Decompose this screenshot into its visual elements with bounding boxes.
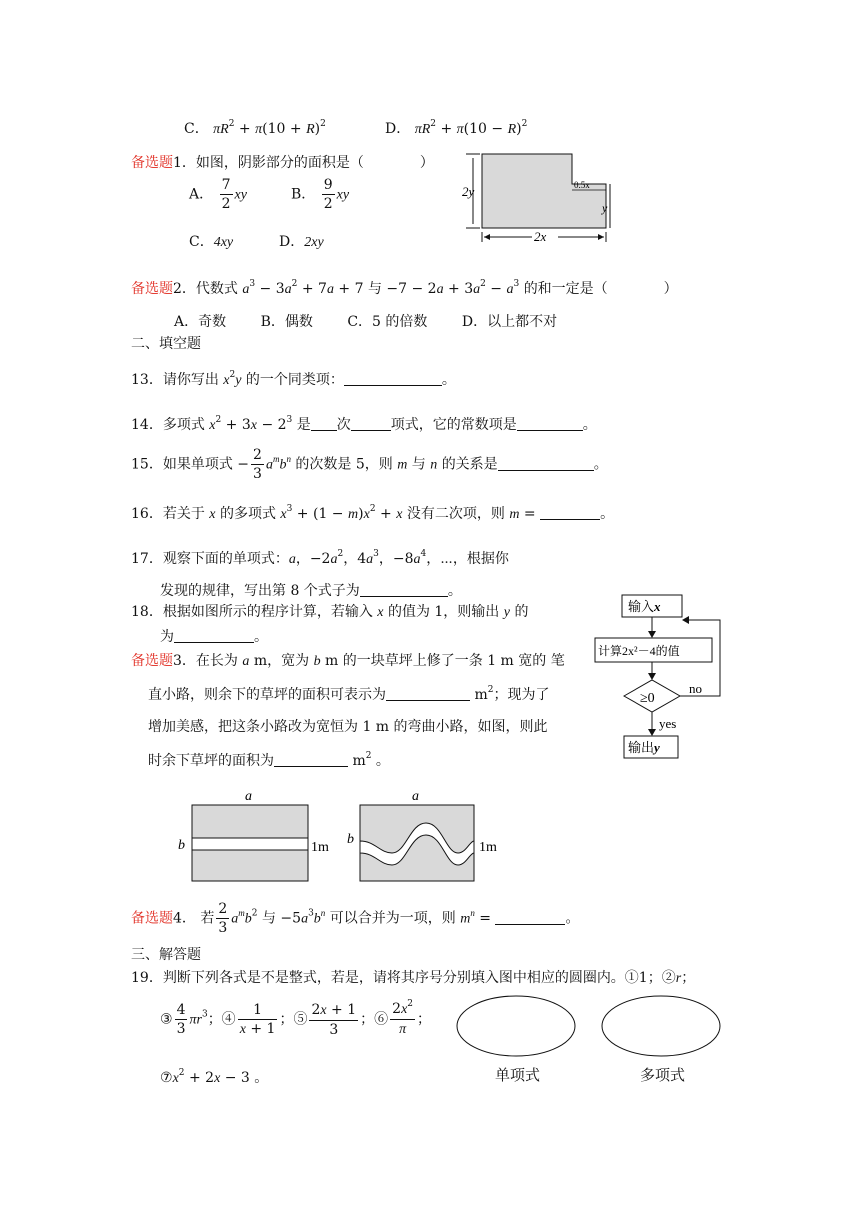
alt2-option: B．偶数 <box>260 314 313 330</box>
flow-no: no <box>689 681 702 696</box>
alt1-option-c <box>189 231 233 251</box>
question-19: 19．判断下列各式是不是整式，若是，请将其序号分别填入图中相应的圆圈内。①1；②r； <box>131 970 696 986</box>
question-18-line2: 为 。 <box>160 629 268 645</box>
alt-question-4: 备选题4． 若 $\frac{2}{3}$ $a^mb^2$ 与 $-5a^3b^n$ 可以合并为一项，则 $m^n$ = 。 <box>131 901 580 936</box>
answer-blank[interactable] <box>344 373 442 386</box>
alt1-b-label: B． <box>291 186 316 203</box>
answer-blank[interactable] <box>540 507 600 520</box>
alt2-option: A．奇数 <box>174 314 227 330</box>
alt1-option-a: A． $\frac{7}{2}$ xy <box>189 177 247 212</box>
question-16: 16．若关于 x 的多项式 $x^3 + (1 - m)x^2 + x$ 没有二次项，则 m = 。 <box>131 504 615 522</box>
question-15: 15．如果单项式 − $\frac{2}{3}$ $a^mb^n$ 的次数是 5，则 m 与 n 的关系是 。 <box>131 447 608 482</box>
fraction: $\frac{4}{3}$ <box>176 1002 186 1037</box>
fraction: $\frac{7}{2}$ <box>221 177 231 212</box>
question-13: 13．请你写出 $x^2y$ 的一个同类项： 。 <box>131 370 456 388</box>
alt3-line4: 时余下草坪的面积为 $m^2$ 。 <box>148 751 390 769</box>
alt-tag: 备选题 <box>131 281 173 297</box>
lawn-figures <box>170 785 510 885</box>
alt2-option: C．5 的倍数 <box>347 314 428 330</box>
alt-question-2: 备选题2．代数式 $a^3 - 3a^2 + 7a + 7$ 与 $-7 - 2a + 3a^2 - a^3$ 的和一定是（ ） <box>131 279 678 297</box>
shaded-area-figure <box>460 148 620 248</box>
alt3-line3: 增加美感，把这条小路改为宽恒为 1 m 的弯曲小路，如图，则此 <box>148 719 548 735</box>
fraction: $\frac{9}{2}$ <box>323 177 333 212</box>
flow-yes: yes <box>659 716 677 731</box>
flow-input: 输入x <box>628 599 661 614</box>
alt1-option-b: B． $\frac{9}{2}$ xy <box>291 177 350 212</box>
polynomial-oval[interactable] <box>602 996 720 1056</box>
alt1-c-label: C． <box>189 234 214 250</box>
fig-step-label: 0.5x <box>574 180 590 190</box>
fig-1m-label: 1m <box>311 840 329 855</box>
question-14: 14．多项式 $x^2 + 3x - 2^3$ 是 次 项式，它的常数项是 。 <box>131 415 597 433</box>
alt2-suffix: 的和一定是（ ） <box>523 281 678 297</box>
option-d-label: D． <box>385 121 411 137</box>
question-19-items: ③ $\frac{4}{3}$ $\pi r^3$；④ $\frac{1}{x + 1}$ ；⑤ $\frac{2x + 1}{3}$ ；⑥ $\frac{2x^2}{\pi}$ ； <box>160 999 432 1038</box>
fig-left-label: 2y <box>462 184 475 199</box>
alt2-prefix: 2．代数式 <box>173 281 238 297</box>
monomial-label: 单项式 <box>495 1066 541 1084</box>
option-c-label: C． <box>184 121 209 137</box>
fig-1m-label: 1m <box>479 840 497 855</box>
answer-blank[interactable] <box>174 630 254 643</box>
fig-right-label: y <box>602 201 608 215</box>
answer-blank[interactable] <box>274 754 348 767</box>
alt1-a-label: A． <box>189 186 214 203</box>
flow-calc: 计算2x²－4的值 <box>598 644 680 658</box>
program-flowchart <box>590 590 730 765</box>
answer-blank[interactable] <box>495 912 565 925</box>
flow-cond: ≥0 <box>640 691 655 706</box>
alt1-text: 1．如图，阴影部分的面积是（ ） <box>173 155 434 171</box>
alt2-option: D．以上都不对 <box>461 314 558 330</box>
question-18: 18．根据如图所示的程序计算，若输入 x 的值为 1，则输出 y 的 <box>131 604 529 620</box>
fraction: $\frac{2}{3}$ <box>253 447 262 482</box>
section-solve: 三、解答题 <box>131 947 201 963</box>
fraction: $\frac{1}{x + 1}$ <box>239 1001 276 1037</box>
alt1-d-label: D． <box>279 234 305 250</box>
fig-b-label: b <box>178 838 185 853</box>
question-19-item7: $⑦x^2 + 2x - 3$ 。 <box>160 1068 269 1086</box>
fraction: $\frac{2x^2}{\pi}$ <box>392 999 414 1037</box>
alt-question-1 <box>131 152 434 172</box>
alt-tag: 备选题 <box>131 653 173 669</box>
classification-ovals <box>455 994 725 1058</box>
alt1-option-d <box>279 231 324 251</box>
monomial-oval[interactable] <box>457 996 575 1056</box>
answer-blank[interactable] <box>360 584 448 597</box>
fig-b-label: b <box>347 832 354 847</box>
flow-output: 输出y <box>628 740 660 755</box>
alt1-d-value: 2xy <box>304 235 324 250</box>
option-d-row: D． $\pi R^2 + \pi(10 - R)^2$ <box>385 119 528 137</box>
answer-blank[interactable] <box>311 418 337 431</box>
answer-blank[interactable] <box>386 688 470 701</box>
section-fill-in: 二、填空题 <box>131 336 201 352</box>
question-17: 17．观察下面的单项式：a，$-2a^2$，$4a^3$，$-8a^4$，⋯，根据你 <box>131 549 509 567</box>
alt2-mid: 与 <box>367 281 382 297</box>
alt3-line2: 直小路，则余下的草坪的面积可表示为 $m^2$；现为了 <box>148 685 550 703</box>
polynomial-label: 多项式 <box>640 1066 686 1084</box>
fig-bottom-label: 2x <box>534 229 547 244</box>
answer-blank[interactable] <box>351 418 391 431</box>
alt-tag: 备选题 <box>131 910 173 927</box>
answer-blank[interactable] <box>498 458 594 471</box>
alt1-c-value: 4xy <box>213 235 234 250</box>
answer-blank[interactable] <box>517 418 583 431</box>
option-c-row: C． $\pi R^2 + \pi(10 + R)^2$ <box>184 119 326 137</box>
fig-a-label: a <box>245 789 252 804</box>
fraction: $\frac{2}{3}$ <box>218 901 228 936</box>
alt-tag: 备选题 <box>131 155 173 171</box>
fig-a-label: a <box>412 789 419 804</box>
fraction: $\frac{2x + 1}{3}$ <box>311 1001 357 1038</box>
alt-question-3: 备选题3．在长为 a m，宽为 b m 的一块草坪上修了一条 1 m 宽的 笔 <box>131 653 565 669</box>
alt2-options <box>174 311 557 331</box>
question-17-line2: 发现的规律，写出第 8 个式子为 。 <box>160 583 462 599</box>
